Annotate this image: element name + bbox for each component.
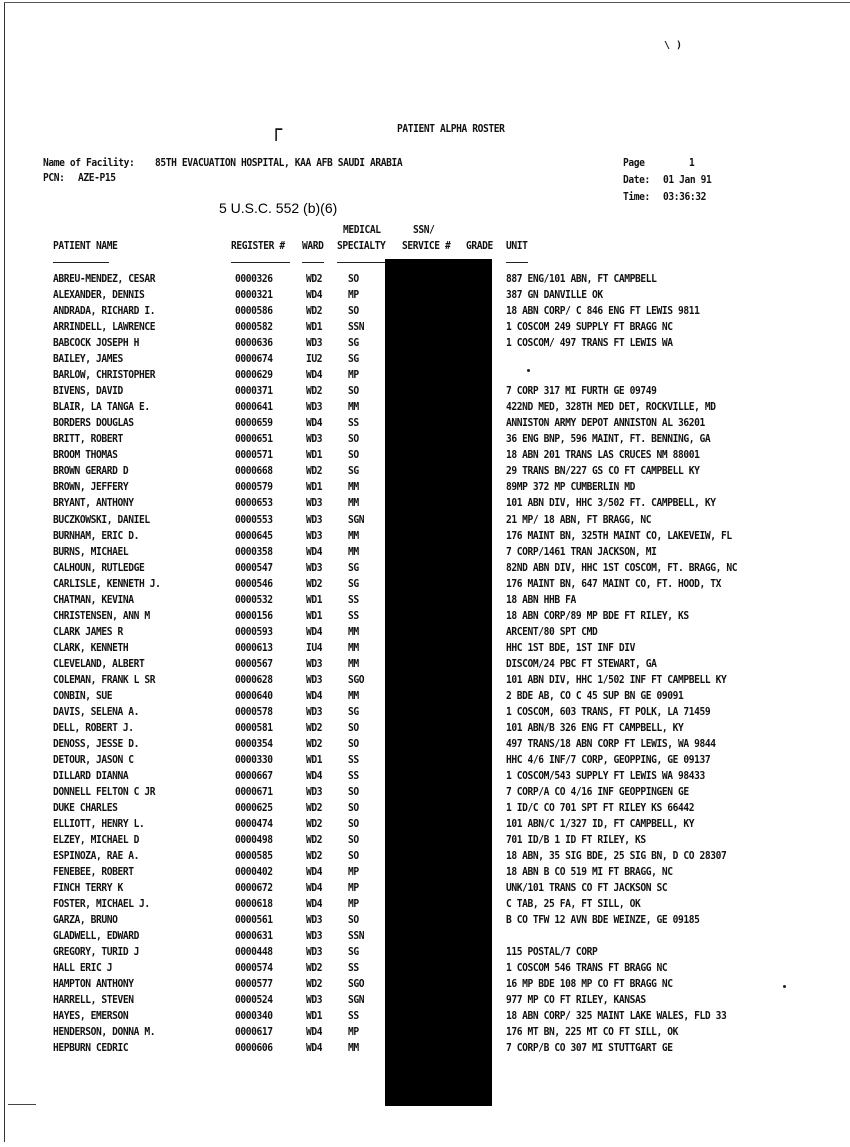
register-number: 0000651 [235,433,273,446]
ward: WD3 [306,914,323,927]
specialty: MP [348,289,359,302]
foia-exemption-stamp: 5 U.S.C. 552 (b)(6) [219,200,338,216]
specialty: SS [348,769,359,783]
unit: 18 ABN CORP/ C 846 ENG FT LEWIS 9811 [506,305,700,318]
ward: WD4 [306,289,323,302]
unit: 1 COSCOM/543 SUPPLY FT LEWIS WA 98433 [506,769,705,783]
patient-name: BUCZKOWSKI, DANIEL [53,513,150,526]
unit: DISCOM/24 PBC FT STEWART, GA [506,657,657,671]
ward: IU4 [306,641,323,655]
unit: 115 POSTAL/7 CORP [506,946,598,959]
specialty: SO [348,914,359,927]
unit: 89MP 372 MP CUMBERLIN MD [506,481,636,494]
col-specialty-top: MEDICAL [343,224,381,237]
col-grade: GRADE [466,240,493,253]
unit: 2 BDE AB, CO C 45 SUP BN GE 09091 [506,689,684,703]
ward: WD2 [306,850,323,863]
ward: WD1 [306,321,323,334]
register-number: 0000498 [235,834,273,847]
patient-name: CONBIN, SUE [53,689,113,703]
register-number: 0000653 [235,497,273,510]
specialty: SO [348,305,359,318]
patient-name: DONNELL FELTON C JR [53,786,156,799]
ward: WD3 [306,946,323,959]
pen-mark: ┌ [270,117,283,141]
register-number: 0000672 [235,882,273,895]
ward: WD4 [306,882,323,895]
specialty: SS [348,417,359,430]
specialty: SO [348,433,359,446]
register-number: 0000581 [235,721,273,735]
specialty: SO [348,385,359,398]
register-number: 0000640 [235,689,273,703]
register-number: 0000674 [235,353,273,366]
unit: 1 COSCOM, 603 TRANS, FT POLK, LA 71459 [506,705,711,719]
patient-name: CHRISTENSEN, ANN M [53,609,150,622]
ward: WD3 [306,529,323,542]
specialty: SSN [348,321,365,334]
page-number: 1 [689,157,695,170]
col-register: REGISTER # [231,240,285,253]
register-number: 0000321 [235,289,273,302]
patient-name: HENDERSON, DONNA M. [53,1026,156,1039]
register-number: 0000354 [235,737,273,751]
register-number: 0000571 [235,449,273,462]
specialty: SO [348,786,359,799]
register-number: 0000156 [235,609,273,622]
patient-name: BRITT, ROBERT [53,433,123,446]
specialty: MM [348,1042,359,1055]
unit: 497 TRANS/18 ABN CORP FT LEWIS, WA 9844 [506,737,716,751]
patient-name: GARZA, BRUNO [53,914,118,927]
register-number: 0000532 [235,593,273,606]
specialty: SS [348,1010,359,1023]
patient-name: HEPBURN CEDRIC [53,1042,129,1055]
unit: 7 CORP/1461 TRAN JACKSON, MI [506,545,657,558]
pcn-value: AZE-P15 [78,172,116,185]
register-number: 0000474 [235,818,273,831]
register-number: 0000371 [235,385,273,398]
unit: 101 ABN DIV, HHC 1/502 INF FT CAMPBELL KY [506,673,727,687]
ward: IU2 [306,353,323,366]
ward: WD2 [306,818,323,831]
specialty: MP [348,882,359,895]
unit: 18 ABN CORP/89 MP BDE FT RILEY, KS [506,609,689,622]
ward: WD3 [306,513,323,526]
patient-name: HAMPTON ANTHONY [53,978,134,991]
col-patient-name: PATIENT NAME [53,240,118,253]
patient-name: BAILEY, JAMES [53,353,123,366]
patient-name: ALEXANDER, DENNIS [53,289,145,302]
patient-name: DILLARD DIANNA [53,769,129,783]
unit: 977 MP CO FT RILEY, KANSAS [506,994,646,1007]
unit: 422ND MED, 328TH MED DET, ROCKVILLE, MD [506,401,716,414]
unit: 7 CORP 317 MI FURTH GE 09749 [506,385,657,398]
ward: WD1 [306,1010,323,1023]
ward: WD3 [306,994,323,1007]
ward: WD1 [306,753,323,767]
patient-name: ABREU-MENDEZ, CESAR [53,273,156,286]
register-number: 0000579 [235,481,273,494]
col-specialty: SPECIALTY [337,240,386,253]
unit: 1 COSCOM 546 TRANS FT BRAGG NC [506,962,668,975]
specialty: MM [348,641,359,655]
facility-name: 85TH EVACUATION HOSPITAL, KAA AFB SAUDI ARABIA [155,157,403,170]
patient-name: HAYES, EMERSON [53,1010,129,1023]
patient-name: BRYANT, ANTHONY [53,497,134,510]
patient-name: CALHOUN, RUTLEDGE [53,561,145,574]
register-number: 0000671 [235,786,273,799]
unit: 1 COSCOM 249 SUPPLY FT BRAGG NC [506,321,673,334]
patient-name: BORDERS DOUGLAS [53,417,134,430]
patient-name: DETOUR, JASON C [53,753,134,767]
specialty: MM [348,657,359,671]
specialty: SO [348,850,359,863]
ward: WD3 [306,705,323,719]
ward: WD1 [306,481,323,494]
specialty: MM [348,529,359,542]
register-number: 0000593 [235,625,273,639]
specialty: SS [348,609,359,622]
register-number: 0000553 [235,513,273,526]
patient-name: DAVIS, SELENA A. [53,705,140,719]
specialty: SS [348,593,359,606]
patient-name: BROOM THOMAS [53,449,118,462]
patient-name: DENOSS, JESSE D. [53,737,140,751]
specialty: SG [348,353,359,366]
col-underline [506,262,528,263]
patient-name: GLADWELL, EDWARD [53,930,140,943]
register-number: 0000567 [235,657,273,671]
register-number: 0000617 [235,1026,273,1039]
specialty: MM [348,545,359,558]
specialty: MM [348,401,359,414]
register-number: 0000645 [235,529,273,542]
patient-name: HARRELL, STEVEN [53,994,134,1007]
register-number: 0000641 [235,401,273,414]
patient-name: ESPINOZA, RAE A. [53,850,140,863]
margin-mark [8,1104,36,1105]
register-number: 0000667 [235,769,273,783]
unit: 101 ABN DIV, HHC 3/502 FT. CAMPBELL, KY [506,497,716,510]
register-number: 0000578 [235,705,273,719]
patient-name: GREGORY, TURID J [53,946,140,959]
corner-marks: \ ) [664,40,683,51]
unit: 101 ABN/C 1/327 ID, FT CAMPBELL, KY [506,818,695,831]
unit: 21 MP/ 18 ABN, FT BRAGG, NC [506,513,652,526]
specialty: MM [348,481,359,494]
patient-name: BARLOW, CHRISTOPHER [53,369,156,382]
patient-name: DELL, ROBERT J. [53,721,134,735]
unit: 18 ABN B CO 519 MI FT BRAGG, NC [506,866,673,879]
unit: 7 CORP/B CO 307 MI STUTTGART GE [506,1042,673,1055]
specialty: SG [348,561,359,574]
specialty: SS [348,962,359,975]
register-number: 0000546 [235,577,273,590]
patient-name: CLARK JAMES R [53,625,123,639]
register-number: 0000326 [235,273,273,286]
patient-name: BABCOCK JOSEPH H [53,337,140,350]
register-number: 0000629 [235,369,273,382]
unit: 82ND ABN DIV, HHC 1ST COSCOM, FT. BRAGG, NC [506,561,738,574]
ward: WD4 [306,369,323,382]
specialty: SG [348,946,359,959]
patient-name: FOSTER, MICHAEL J. [53,898,150,911]
unit: 176 MT BN, 225 MT CO FT SILL, OK [506,1026,679,1039]
ward: WD3 [306,786,323,799]
patient-name: FINCH TERRY K [53,882,123,895]
patient-name: BROWN, JEFFERY [53,481,129,494]
page-edge-top [4,2,850,3]
ward: WD4 [306,625,323,639]
specialty: MP [348,866,359,879]
specialty: MM [348,689,359,703]
col-unit: UNIT [506,240,528,253]
unit: HHC 1ST BDE, 1ST INF DIV [506,641,636,655]
ward: WD3 [306,657,323,671]
patient-name: BURNHAM, ERIC D. [53,529,140,542]
ward: WD3 [306,673,323,687]
unit: 101 ABN/B 326 ENG FT CAMPBELL, KY [506,721,684,735]
ward: WD2 [306,737,323,751]
specialty: SGO [348,978,365,991]
specialty: SGO [348,673,365,687]
patient-name: BURNS, MICHAEL [53,545,129,558]
col-underline [231,262,290,263]
unit: HHC 4/6 INF/7 CORP, GEOPPING, GE 09137 [506,753,711,767]
register-number: 0000613 [235,641,273,655]
ward: WD2 [306,834,323,847]
patient-name: ELZEY, MICHAEL D [53,834,140,847]
unit: 887 ENG/101 ABN, FT CAMPBELL [506,273,657,286]
ward: WD3 [306,930,323,943]
ward: WD3 [306,497,323,510]
patient-name: CLARK, KENNETH [53,641,129,655]
patient-name: COLEMAN, FRANK L SR [53,673,156,687]
register-number: 0000668 [235,465,273,478]
ward: WD2 [306,577,323,590]
unit: 18 ABN HHB FA [506,593,576,606]
specialty: SS [348,753,359,767]
ward: WD4 [306,417,323,430]
unit: ARCENT/80 SPT CMD [506,625,598,639]
patient-name: FENEBEE, ROBERT [53,866,134,879]
register-number: 0000524 [235,994,273,1007]
specialty: MM [348,625,359,639]
ward: WD3 [306,337,323,350]
patient-name: ELLIOTT, HENRY L. [53,818,145,831]
col-underline [53,262,109,263]
register-number: 0000659 [235,417,273,430]
unit: 18 ABN CORP/ 325 MAINT LAKE WALES, FLD 33 [506,1010,727,1023]
unit: 7 CORP/A CO 4/16 INF GEOPPINGEN GE [506,786,689,799]
ward: WD4 [306,545,323,558]
register-number: 0000402 [235,866,273,879]
specialty: SO [348,737,359,751]
facility-label: Name of Facility: [43,157,135,170]
time-value: 03:36:32 [663,191,707,204]
col-underline [302,262,324,263]
patient-name: DUKE CHARLES [53,802,118,815]
register-number: 0000561 [235,914,273,927]
unit: 387 GN DANVILLE OK [506,289,603,302]
page-label: Page [623,157,645,170]
register-number: 0000586 [235,305,273,318]
unit: ANNISTON ARMY DEPOT ANNISTON AL 36201 [506,417,705,430]
patient-name: HALL ERIC J [53,962,113,975]
specialty: MP [348,898,359,911]
unit: 1 ID/C CO 701 SPT FT RILEY KS 66442 [506,802,695,815]
ward: WD3 [306,433,323,446]
ward: WD2 [306,802,323,815]
register-number: 0000574 [235,962,273,975]
ward: WD3 [306,401,323,414]
ward: WD4 [306,769,323,783]
unit: UNK/101 TRANS CO FT JACKSON SC [506,882,668,895]
register-number: 0000582 [235,321,273,334]
unit: 18 ABN 201 TRANS LAS CRUCES NM 88001 [506,449,700,462]
specialty: MM [348,497,359,510]
report-title: PATIENT ALPHA ROSTER [397,123,505,136]
patient-name: BIVENS, DAVID [53,385,123,398]
specialty: SO [348,834,359,847]
ward: WD2 [306,273,323,286]
specialty: SSN [348,930,365,943]
col-service: SERVICE # [402,240,451,253]
register-number: 0000577 [235,978,273,991]
time-label: Time: [623,191,650,204]
ward: WD1 [306,593,323,606]
specialty: SG [348,705,359,719]
specialty: SG [348,465,359,478]
specialty: MP [348,1026,359,1039]
specialty: SO [348,818,359,831]
ward: WD2 [306,721,323,735]
unit: 29 TRANS BN/227 GS CO FT CAMPBELL KY [506,465,700,478]
register-number: 0000636 [235,337,273,350]
ward: WD4 [306,1042,323,1055]
patient-name: CHATMAN, KEVINA [53,593,134,606]
specialty: MP [348,369,359,382]
ward: WD2 [306,962,323,975]
ward: WD4 [306,689,323,703]
unit: 701 ID/B 1 ID FT RILEY, KS [506,834,646,847]
register-number: 0000547 [235,561,273,574]
redaction-bar [385,259,492,1106]
patient-name: ARRINDELL, LAWRENCE [53,321,156,334]
patient-name: ANDRADA, RICHARD I. [53,305,156,318]
patient-name: CARLISLE, KENNETH J. [53,577,161,590]
unit: C TAB, 25 FA, FT SILL, OK [506,898,641,911]
date-value: 01 Jan 91 [663,174,712,187]
patient-name: BLAIR, LA TANGA E. [53,401,150,414]
ward: WD3 [306,561,323,574]
specialty: SG [348,337,359,350]
register-number: 0000330 [235,753,273,767]
specialty: SG [348,577,359,590]
register-number: 0000606 [235,1042,273,1055]
specialty: SO [348,802,359,815]
specialty: SGN [348,994,365,1007]
col-ward: WARD [302,240,324,253]
unit: 176 MAINT BN, 325TH MAINT CO, LAKEVEIW, FL [506,529,732,542]
patient-name: CLEVELAND, ALBERT [53,657,145,671]
register-number: 0000618 [235,898,273,911]
ward: WD2 [306,978,323,991]
specialty: SO [348,449,359,462]
register-number: 0000358 [235,545,273,558]
ward: WD2 [306,305,323,318]
ward: WD4 [306,1026,323,1039]
specialty: SO [348,273,359,286]
ward: WD1 [306,449,323,462]
register-number: 0000448 [235,946,273,959]
unit: 36 ENG BNP, 596 MAINT, FT. BENNING, GA [506,433,711,446]
date-label: Date: [623,174,650,187]
unit: 1 COSCOM/ 497 TRANS FT LEWIS WA [506,337,673,350]
unit: 18 ABN, 35 SIG BDE, 25 SIG BN, D CO 28307 [506,850,727,863]
unit: B CO TFW 12 AVN BDE WEINZE, GE 09185 [506,914,700,927]
ward: WD4 [306,866,323,879]
ward: WD4 [306,898,323,911]
specialty: SGN [348,513,365,526]
pcn-label: PCN: [43,172,65,185]
register-number: 0000631 [235,930,273,943]
unit: 16 MP BDE 108 MP CO FT BRAGG NC [506,978,673,991]
ward: WD2 [306,465,323,478]
specialty: SO [348,721,359,735]
ward: WD2 [306,385,323,398]
patient-name: BROWN GERARD D [53,465,129,478]
col-ssn-top: SSN/ [413,224,435,237]
register-number: 0000628 [235,673,273,687]
unit: 176 MAINT BN, 647 MAINT CO, FT. HOOD, TX [506,577,722,590]
ward: WD1 [306,609,323,622]
register-number: 0000340 [235,1010,273,1023]
register-number: 0000585 [235,850,273,863]
register-number: 0000625 [235,802,273,815]
